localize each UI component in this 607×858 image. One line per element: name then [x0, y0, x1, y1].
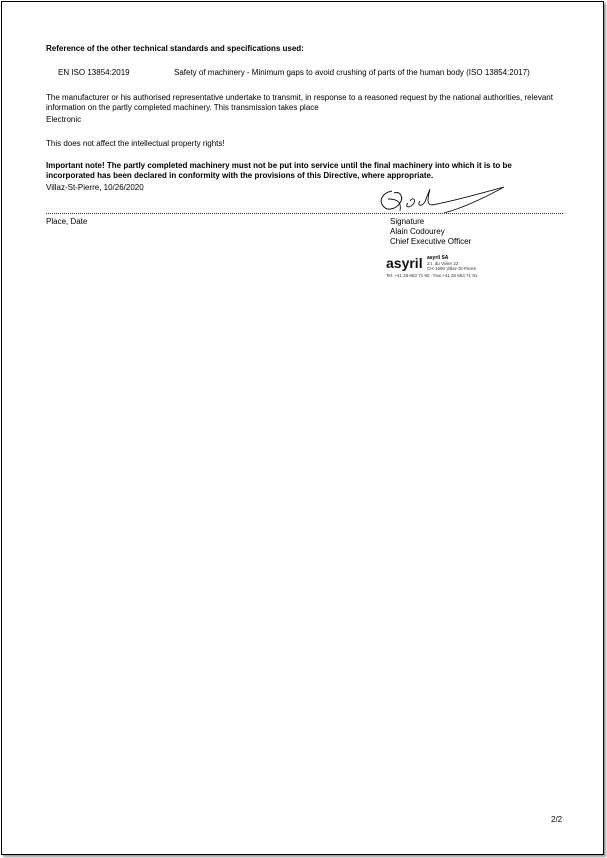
stamp-city-line: CH-1690 Villaz-St-Pierre — [427, 266, 477, 271]
transmission-text: The manufacturer or his authorised representative undertake to transmit, in response to a reasoned request by the national authorities, relevant information on the partly completed machinery. This transmission takes place — [46, 93, 553, 112]
document-page — [1, 1, 604, 855]
stamp-address-line: Z.I. du Vivier 22 — [427, 261, 459, 266]
standard-code: EN ISO 13854:2019 — [58, 68, 130, 77]
stamp-phone-line: Tel. +41 26 653 71 90 · Fax +41 26 653 71 91 — [386, 273, 478, 278]
page-number: 2/2 — [551, 815, 563, 824]
ip-note: This does not affect the intellectual property rights! — [46, 139, 225, 148]
stamp-company: asyril SA — [427, 255, 449, 261]
transmission-method: Electronic — [46, 115, 82, 124]
signature-label: Signature — [390, 217, 425, 226]
handwritten-signature — [374, 185, 510, 215]
place-date-label: Place, Date — [46, 217, 88, 226]
stamp-logo: asyril — [386, 255, 423, 271]
important-note: Important note! The partly completed machinery must not be put into service until the final machinery into which it is to be incorporated has been declared in conformity with the provisions of this Directive, where appropriate. — [46, 161, 512, 180]
standard-description: Safety of machinery - Minimum gaps to avoid crushing of parts of the human body (ISO 13854:2017) — [174, 68, 530, 77]
signature-divider — [46, 213, 563, 214]
place-date-value: Villaz-St-Pierre, 10/26/2020 — [46, 183, 144, 192]
section-heading: Reference of the other technical standards and specifications used: — [46, 44, 304, 53]
signatory-name: Alain Codourey — [390, 227, 445, 236]
company-stamp — [386, 256, 496, 282]
signatory-title: Chief Executive Officer — [390, 237, 472, 246]
